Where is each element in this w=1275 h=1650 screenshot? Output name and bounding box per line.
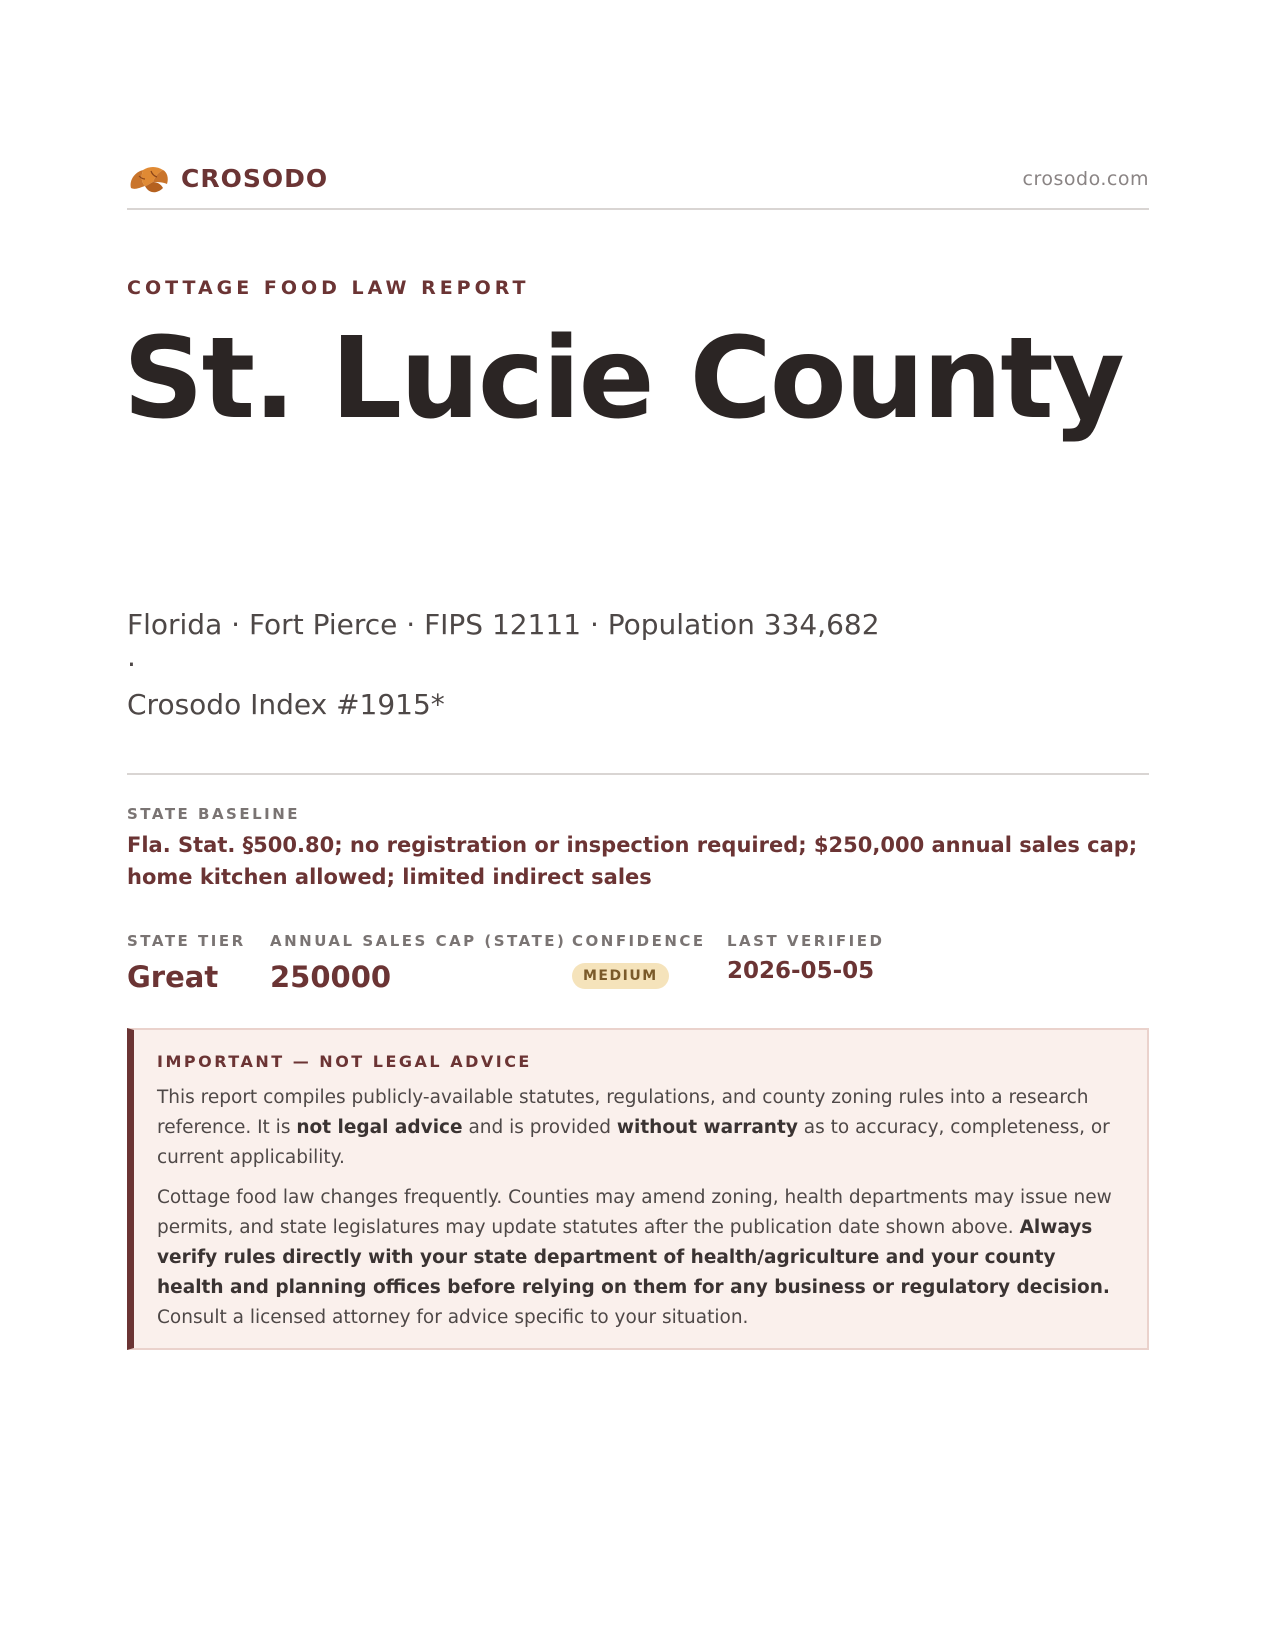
notice-title: IMPORTANT — NOT LEGAL ADVICE (157, 1052, 532, 1071)
notice-emphasis: without warranty (616, 1117, 798, 1138)
stat-sales-cap (270, 932, 566, 994)
notice-text: This report compiles publicly-available statutes, regulations, and county zoning rules into a research reference. It is (157, 1087, 1089, 1138)
section-divider (127, 773, 1149, 775)
notice-emphasis: Always verify rules directly with your state department of health/agriculture and your county health and planning offices before relying on them for any business or regulatory decision. (157, 1217, 1110, 1298)
notice-paragraph-2 (157, 1183, 1125, 1333)
notice-text: and is provided (462, 1117, 617, 1138)
stat-state-tier (127, 932, 246, 994)
notice-text: Cottage food law changes frequently. Counties may amend zoning, health departments may issue new permits, and state legislatures may update statutes after the publication date shown above. (157, 1187, 1112, 1238)
notice-paragraph-1 (157, 1083, 1125, 1173)
stat-value: 2026-05-05 (727, 958, 875, 984)
notice-emphasis: not legal advice (296, 1117, 463, 1138)
notice-text: as to accuracy, completeness, or current applicability. (157, 1117, 1110, 1168)
stats-row (127, 932, 1149, 1002)
brand-name: CROSODO (181, 163, 329, 193)
stat-value: 250000 (270, 960, 392, 994)
subtitle-line-2: Crosodo Index #1915* (127, 688, 445, 721)
page-title: St. Lucie County (123, 314, 1123, 444)
legal-notice (127, 1028, 1149, 1350)
subtitle-line-1: Florida · Fort Pierce · FIPS 12111 · Population 334,682 · (127, 608, 880, 681)
stat-label: ANNUAL SALES CAP (STATE) (270, 932, 567, 950)
site-url-link[interactable]: crosodo.com (1022, 168, 1149, 190)
baseline-text: Fla. Stat. §500.80; no registration or inspection required; $250,000 annual sales cap; home kitchen allowed; limited indirect sales (127, 833, 1138, 889)
stat-value: Great (127, 960, 219, 994)
stat-last-verified (727, 932, 884, 984)
county-subtitle (127, 605, 887, 725)
stat-confidence (572, 932, 706, 989)
baseline-label: STATE BASELINE (127, 805, 301, 823)
brand (127, 158, 328, 198)
report-eyebrow: COTTAGE FOOD LAW REPORT (127, 277, 530, 299)
stat-label: LAST VERIFIED (727, 932, 885, 950)
page-header (127, 158, 1149, 208)
confidence-badge: MEDIUM (572, 963, 669, 989)
notice-text: Consult a licensed attorney for advice specific to your situation. (157, 1307, 749, 1328)
header-divider (127, 208, 1149, 210)
stat-label: STATE TIER (127, 932, 246, 950)
stat-label: CONFIDENCE (572, 932, 706, 950)
croissant-icon (127, 158, 169, 198)
